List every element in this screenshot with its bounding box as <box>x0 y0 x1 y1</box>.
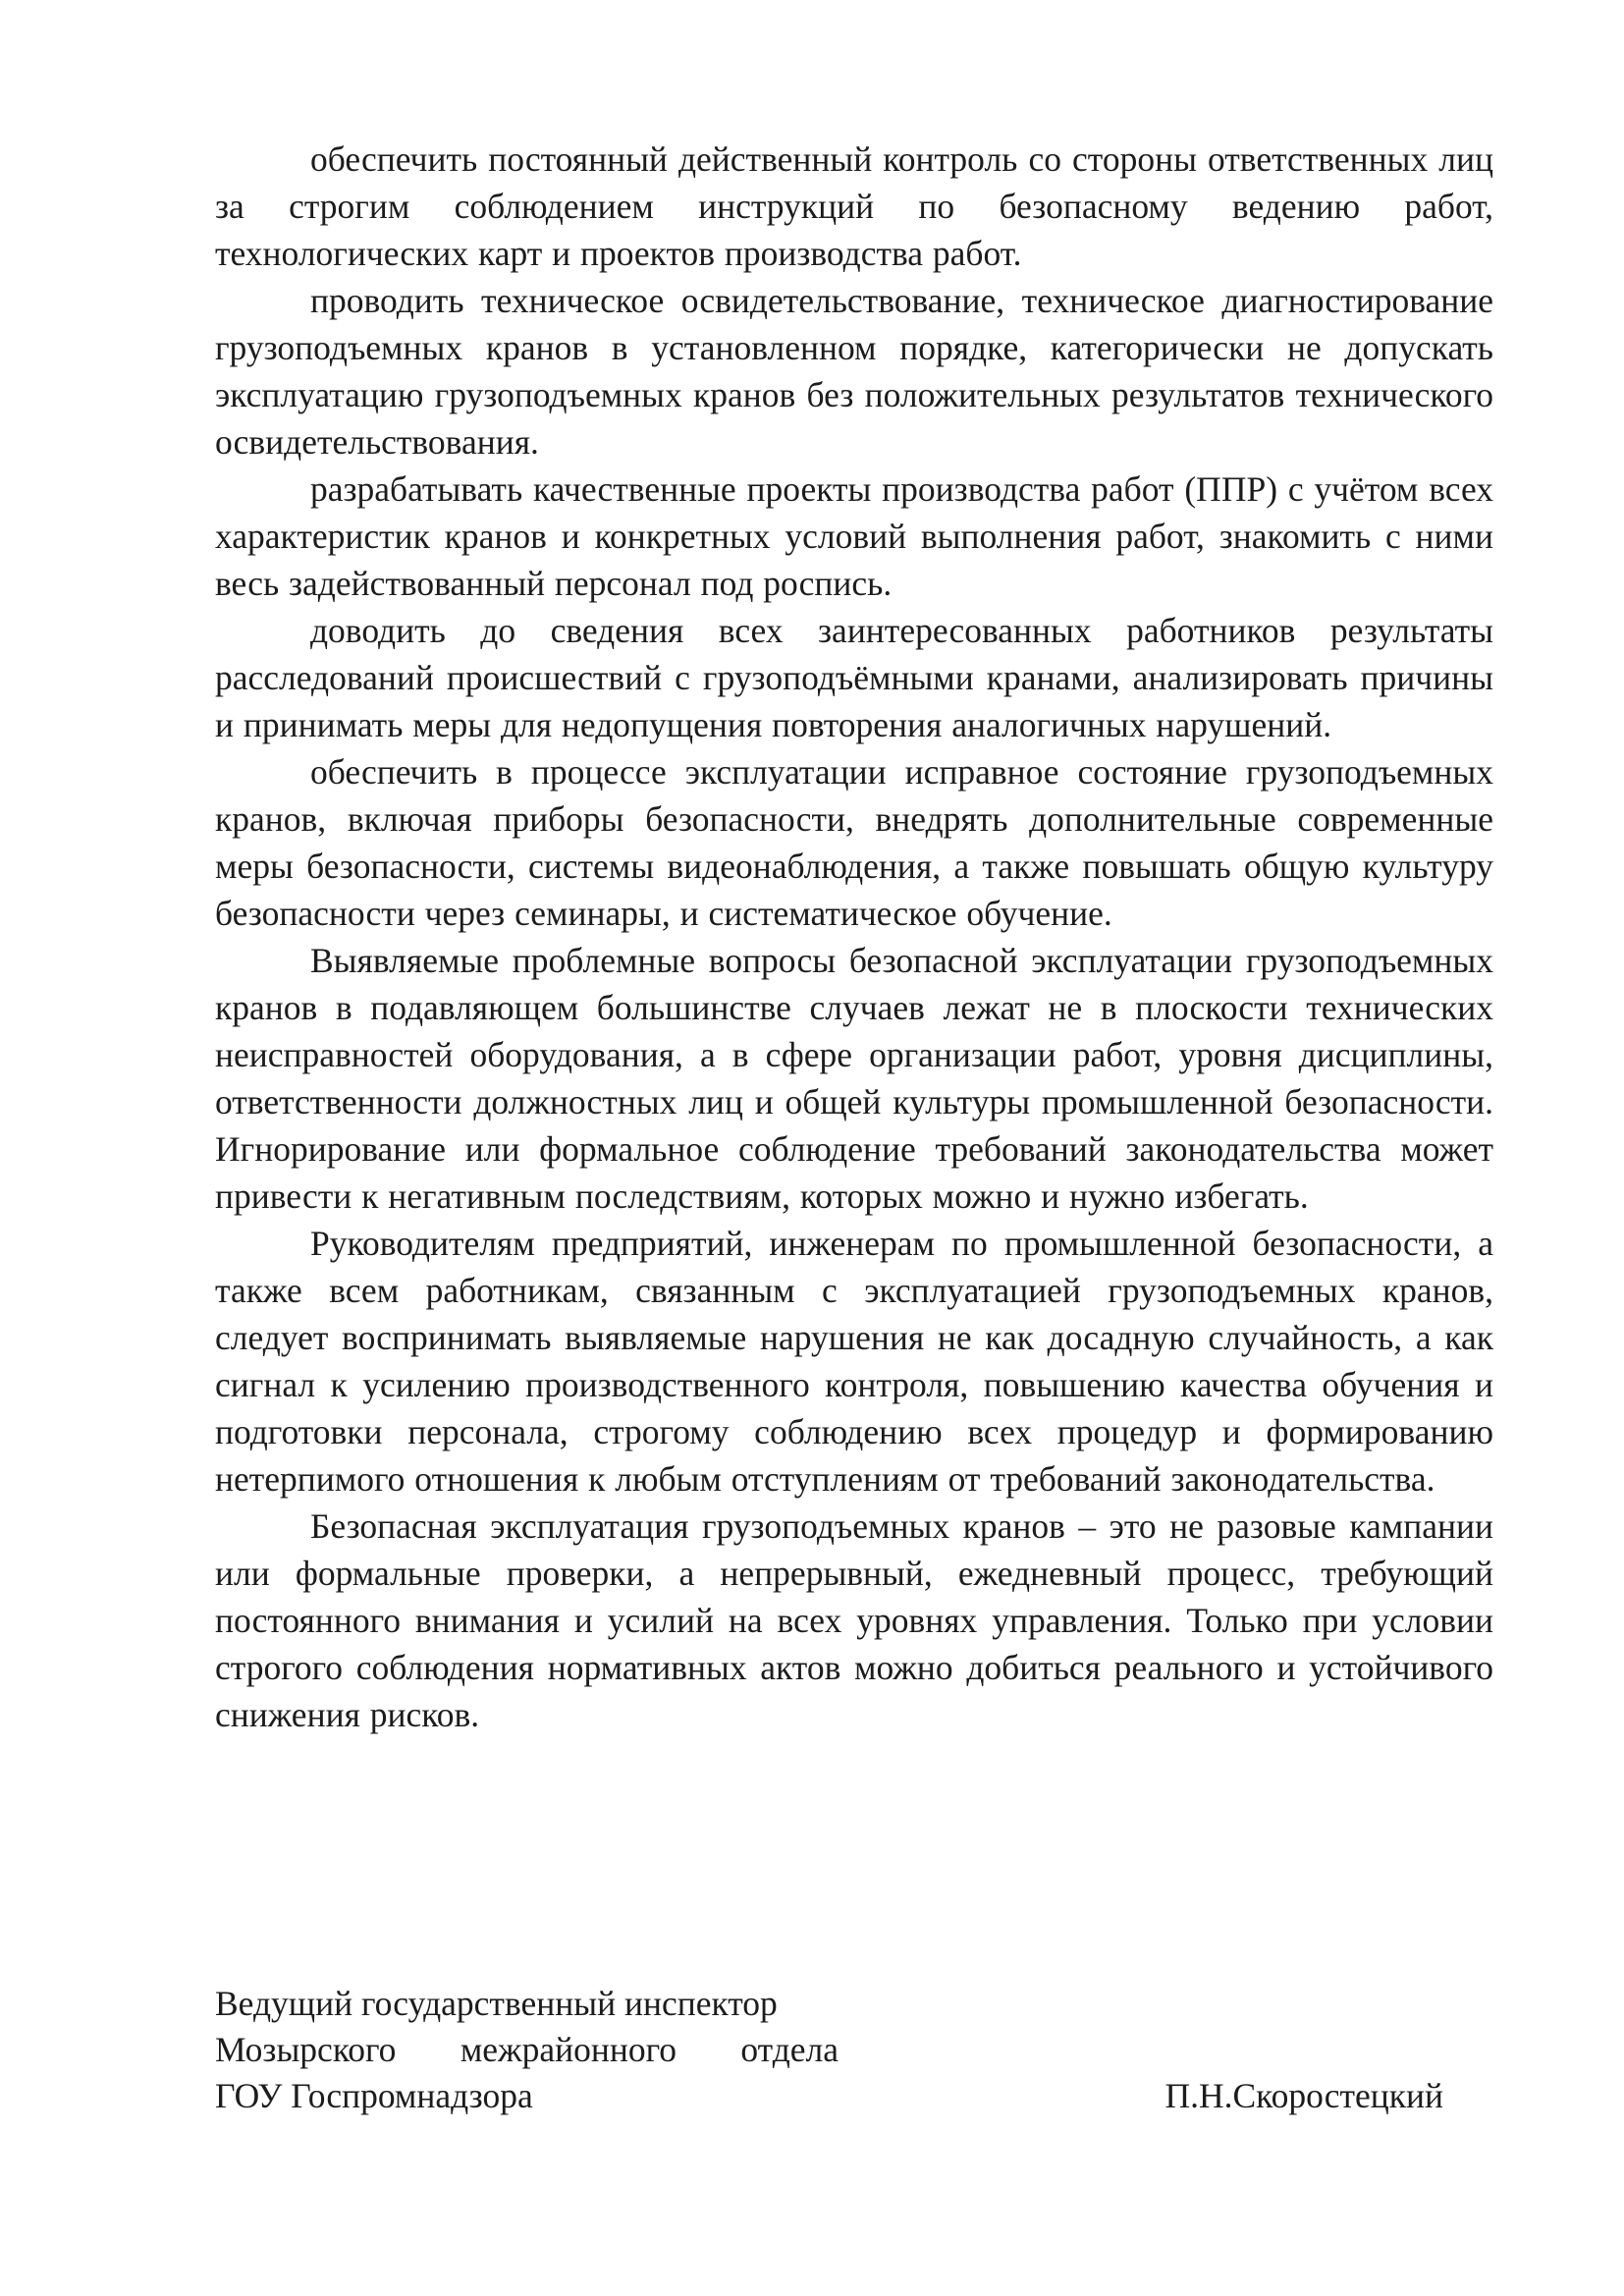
signature-line <box>215 2027 1493 2073</box>
paragraph: обеспечить в процессе эксплуатации исправное состояние грузоподъемных кранов, включая приборы безопасности, внедрять дополнительные современные меры безопасности, системы видеонаблюдения, а также повышать общую культуру безопасности через семинары, и систематическое обучение. <box>215 752 1493 933</box>
paragraph: Руководителям предприятий, инженерам по промышленной безопасности, а также всем работникам, связанным с эксплуатацией грузоподъемных кранов, следует воспринимать выявляемые нарушения не как досадную случайность, а как сигнал к усилению производственного контроля, повышению качества обучения и подготовки персонала, строгому соблюдению всех процедур и формированию нетерпимого отношения к любым отступлениям от требований законодательства. <box>215 1224 1493 1499</box>
signatory-name: П.Н.Скоростецкий <box>1164 2076 1443 2115</box>
document-body <box>215 136 1493 1738</box>
paragraph: Выявляемые проблемные вопросы безопасной эксплуатации грузоподъемных кранов в подавляющем большинстве случаев лежат не в плоскости технических неисправностей оборудования, а в сфере организации работ, уровня дисциплины, ответственности должностных лиц и общей культуры промышленной безопасности. Игнорирование или формальное соблюдение требований законодательства может привести к негативным последствиям, которых можно и нужно избегать. <box>215 941 1493 1216</box>
signatory-organization: ГОУ Госпромнадзора <box>215 2076 533 2115</box>
signature-line <box>215 2073 1493 2119</box>
signatory-department: Мозырского межрайонного отдела <box>215 2030 839 2069</box>
paragraph: проводить техническое освидетельствование, техническое диагностирование грузоподъемных кранов в установленном порядке, категорически не допускать эксплуатацию грузоподъемных кранов без положительных результатов технического освидетельствования. <box>215 281 1493 462</box>
paragraph: разрабатывать качественные проекты производства работ (ППР) с учётом всех характеристик кранов и конкретных условий выполнения работ, знакомить с ними весь задействованный персонал под роспись. <box>215 469 1493 603</box>
paragraph: доводить до сведения всех заинтересованных работников результаты расследований происшествий с грузоподъёмными кранами, анализировать причины и принимать меры для недопущения повторения аналогичных нарушений. <box>215 611 1493 744</box>
signature-line <box>215 1981 1493 2027</box>
signatory-title: Ведущий государственный инспектор <box>215 1984 778 2023</box>
paragraph: Безопасная эксплуатация грузоподъемных кранов – это не разовые кампании или формальные проверки, а непрерывный, ежедневный процесс, требующий постоянного внимания и усилий на всех уровнях управления. Только при условии строгого соблюдения нормативных актов можно добиться реального и устойчивого снижения рисков. <box>215 1506 1493 1734</box>
signature-block <box>215 1981 1493 2119</box>
paragraph: обеспечить постоянный действенный контроль со стороны ответственных лиц за строгим соблюдением инструкций по безопасному ведению работ, технологических карт и проектов производства работ. <box>215 139 1493 273</box>
